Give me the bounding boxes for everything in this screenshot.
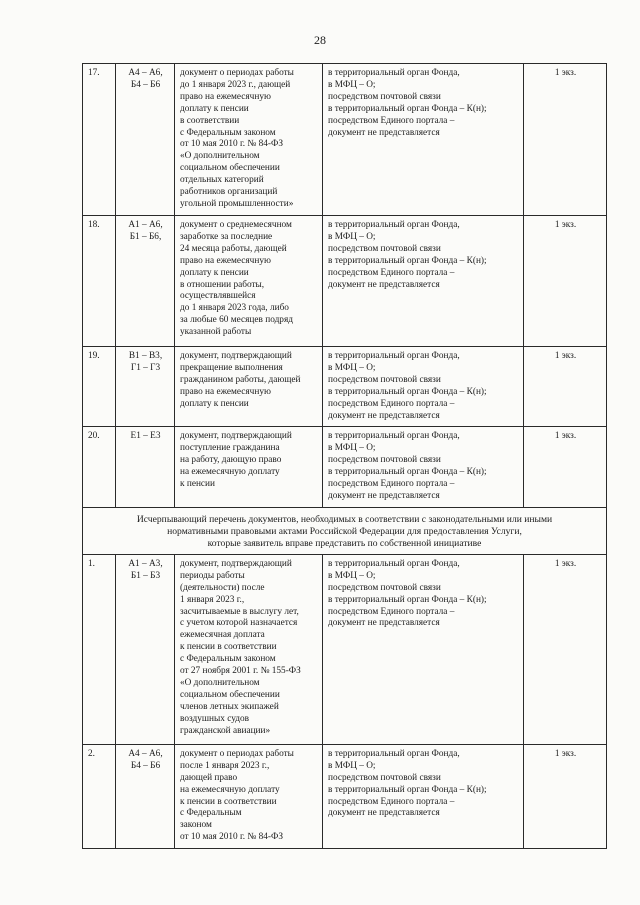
doc-line: поступление гражданина	[180, 443, 280, 454]
source-line: посредством почтовой связи	[328, 582, 441, 593]
doc-line: с Федеральным законом	[180, 127, 276, 138]
source-line: в территориальный орган Фонда – К(н);	[328, 594, 487, 605]
doc-line: от 27 ноября 2001 г. № 155-ФЗ	[180, 666, 301, 677]
source-line: в МФЦ – О;	[328, 362, 376, 373]
submission-method	[323, 216, 524, 347]
doc-line: к пенсии	[180, 479, 215, 490]
submission-method	[323, 427, 524, 507]
group-line: В1 – В3,	[128, 351, 163, 361]
source-line: документ не представляется	[328, 279, 440, 290]
group-line: Б1 – Б6,	[129, 231, 162, 242]
row-number: 19.	[83, 347, 116, 427]
doc-line: документ, подтверждающий	[180, 351, 292, 361]
applicant-groups	[116, 216, 175, 347]
doc-line: 24 месяца работы, дающей	[180, 243, 287, 254]
source-line: посредством почтовой связи	[328, 374, 441, 385]
source-line: в территориальный орган Фонда – К(н);	[328, 386, 487, 397]
doc-line: социальном обеспечении	[180, 163, 280, 174]
source-line: в МФЦ – О;	[328, 443, 376, 454]
source-line: в МФЦ – О;	[328, 760, 376, 771]
doc-line: засчитываемые в выслугу лет,	[180, 606, 299, 617]
section-line: Исчерпывающий перечень документов, необходимых в соответствии с законодательными или иными	[136, 513, 553, 525]
applicant-groups	[116, 64, 175, 216]
source-line: документ не представляется	[328, 490, 440, 501]
table-row	[83, 347, 607, 427]
source-line: посредством почтовой связи	[328, 243, 441, 254]
table-row	[83, 427, 607, 507]
source-line: документ не представляется	[328, 410, 440, 421]
doc-line: документ, подтверждающий	[180, 558, 292, 569]
submission-method	[323, 554, 524, 744]
doc-line: с учетом которой назначается	[180, 618, 298, 629]
group-line: Е1 – Е3	[130, 431, 161, 442]
doc-line: членов летных экипажей	[180, 701, 279, 712]
group-line: Б4 – Б6	[130, 760, 161, 771]
doc-line: документ о периодах работы	[180, 68, 294, 78]
document-description	[175, 427, 323, 507]
source-line: в территориальный орган Фонда,	[328, 558, 460, 569]
document-description	[175, 216, 323, 347]
doc-line: ежемесячная доплата	[180, 630, 265, 641]
doc-line: до 1 января 2023 г., дающей	[180, 79, 291, 90]
source-line: посредством Единого портала –	[328, 398, 455, 409]
doc-line: (деятельности) после	[180, 582, 265, 593]
source-line: в территориальный орган Фонда – К(н);	[328, 784, 487, 795]
source-line: посредством почтовой связи	[328, 772, 441, 783]
doc-line: «О дополнительном	[180, 151, 260, 162]
doc-line: документ о среднемесячном	[180, 220, 292, 230]
doc-line: на работу, дающую право	[180, 455, 282, 466]
doc-line: работников организаций	[180, 187, 278, 198]
doc-line: на ежемесячную доплату	[180, 467, 280, 478]
doc-line: отдельных категорий	[180, 175, 264, 186]
doc-line: дающей право	[180, 772, 238, 783]
source-line: посредством почтовой связи	[328, 91, 441, 102]
doc-line: законом	[180, 820, 212, 831]
doc-line: с Федеральным законом	[180, 654, 276, 665]
row-number: 2.	[83, 744, 116, 848]
doc-line: документ о периодах работы	[180, 748, 294, 759]
doc-line: указанной работы	[180, 327, 252, 338]
doc-line: прекращение выполнения	[180, 362, 283, 373]
copies-count: 1 экз.	[524, 216, 607, 347]
document-description	[175, 347, 323, 427]
applicant-groups	[116, 744, 175, 848]
doc-line: до 1 января 2023 года, либо	[180, 303, 289, 314]
doc-line: в соответствии	[180, 115, 240, 126]
doc-line: от 10 мая 2010 г. № 84-ФЗ	[180, 139, 284, 150]
page-number: 28	[314, 33, 326, 47]
doc-line: доплату к пенсии	[180, 267, 249, 278]
source-line: в МФЦ – О;	[328, 231, 376, 242]
table-row	[83, 216, 607, 347]
row-number: 18.	[83, 216, 116, 347]
doc-line: угольной промышленности»	[180, 198, 294, 209]
row-number: 20.	[83, 427, 116, 507]
document-description	[175, 64, 323, 216]
doc-line: с Федеральным	[180, 808, 242, 819]
source-line: в территориальный орган Фонда,	[328, 351, 460, 361]
table-row	[83, 744, 607, 848]
source-line: документ не представляется	[328, 808, 440, 819]
doc-line: к пенсии в соответствии	[180, 796, 277, 807]
source-line: документ не представляется	[328, 618, 440, 629]
row-number: 17.	[83, 64, 116, 216]
section-line: нормативными правовыми актами Российской Федерации для предоставления Услуги,	[167, 525, 522, 537]
doc-line: заработке за последние	[180, 231, 273, 242]
doc-line: осуществлявшейся	[180, 291, 256, 302]
source-line: в территориальный орган Фонда – К(н);	[328, 255, 487, 266]
doc-line: гражданином работы, дающей	[180, 374, 301, 385]
submission-method	[323, 64, 524, 216]
source-line: в МФЦ – О;	[328, 79, 376, 90]
doc-line: «О дополнительном	[180, 677, 260, 688]
source-line: в территориальный орган Фонда,	[328, 68, 460, 78]
document-description	[175, 744, 323, 848]
copies-count: 1 экз.	[524, 554, 607, 744]
source-line: в МФЦ – О;	[328, 570, 376, 581]
group-line: А4 – А6,	[128, 748, 163, 759]
doc-line: на ежемесячную доплату	[180, 784, 280, 795]
section-header	[83, 507, 607, 554]
group-line: Б4 – Б6	[130, 79, 161, 90]
doc-line: за любые 60 месяцев подряд	[180, 315, 293, 326]
doc-line: доплату к пенсии	[180, 398, 249, 409]
source-line: в территориальный орган Фонда – К(н);	[328, 103, 487, 114]
doc-line: социальном обеспечении	[180, 689, 280, 700]
copies-count: 1 экз.	[524, 427, 607, 507]
documents-table	[82, 63, 607, 849]
doc-line: после 1 января 2023 г.,	[180, 760, 270, 771]
group-line: А4 – А6,	[128, 68, 163, 78]
section-line: которые заявитель вправе представить по собственной инициативе	[207, 537, 482, 549]
submission-method	[323, 347, 524, 427]
source-line: посредством Единого портала –	[328, 796, 455, 807]
doc-line: гражданской авиации»	[180, 725, 271, 736]
doc-line: периоды работы	[180, 570, 245, 581]
section-header-row	[83, 507, 607, 554]
table-row	[83, 554, 607, 744]
applicant-groups	[116, 347, 175, 427]
doc-line: доплату к пенсии	[180, 103, 249, 114]
group-line: А1 – А6,	[128, 220, 163, 230]
source-line: в территориальный орган Фонда,	[328, 431, 460, 442]
doc-line: право на ежемесячную	[180, 386, 271, 397]
doc-line: к пенсии в соответствии	[180, 642, 277, 653]
doc-line: документ, подтверждающий	[180, 431, 292, 442]
copies-count: 1 экз.	[524, 744, 607, 848]
source-line: в территориальный орган Фонда,	[328, 748, 460, 759]
doc-line: 1 января 2023 г.,	[180, 594, 245, 605]
doc-line: от 10 мая 2010 г. № 84-ФЗ	[180, 832, 284, 843]
copies-count: 1 экз.	[524, 64, 607, 216]
source-line: в территориальный орган Фонда,	[328, 220, 460, 230]
table-row	[83, 64, 607, 216]
table-body	[83, 64, 607, 849]
applicant-groups	[116, 427, 175, 507]
doc-line: воздушных судов	[180, 713, 250, 724]
group-line: Б1 – Б3	[130, 570, 161, 581]
copies-count: 1 экз.	[524, 347, 607, 427]
doc-line: в отношении работы,	[180, 279, 265, 290]
doc-line: право на ежемесячную	[180, 255, 271, 266]
source-line: посредством Единого портала –	[328, 479, 455, 490]
source-line: посредством Единого портала –	[328, 115, 455, 126]
source-line: посредством Единого портала –	[328, 267, 455, 278]
doc-line: право на ежемесячную	[180, 91, 271, 102]
applicant-groups	[116, 554, 175, 744]
group-line: Г1 – Г3	[130, 362, 161, 373]
row-number: 1.	[83, 554, 116, 744]
submission-method	[323, 744, 524, 848]
source-line: посредством Единого портала –	[328, 606, 455, 617]
document-description	[175, 554, 323, 744]
group-line: А1 – А3,	[128, 558, 163, 569]
source-line: в территориальный орган Фонда – К(н);	[328, 467, 487, 478]
source-line: посредством почтовой связи	[328, 455, 441, 466]
source-line: документ не представляется	[328, 127, 440, 138]
